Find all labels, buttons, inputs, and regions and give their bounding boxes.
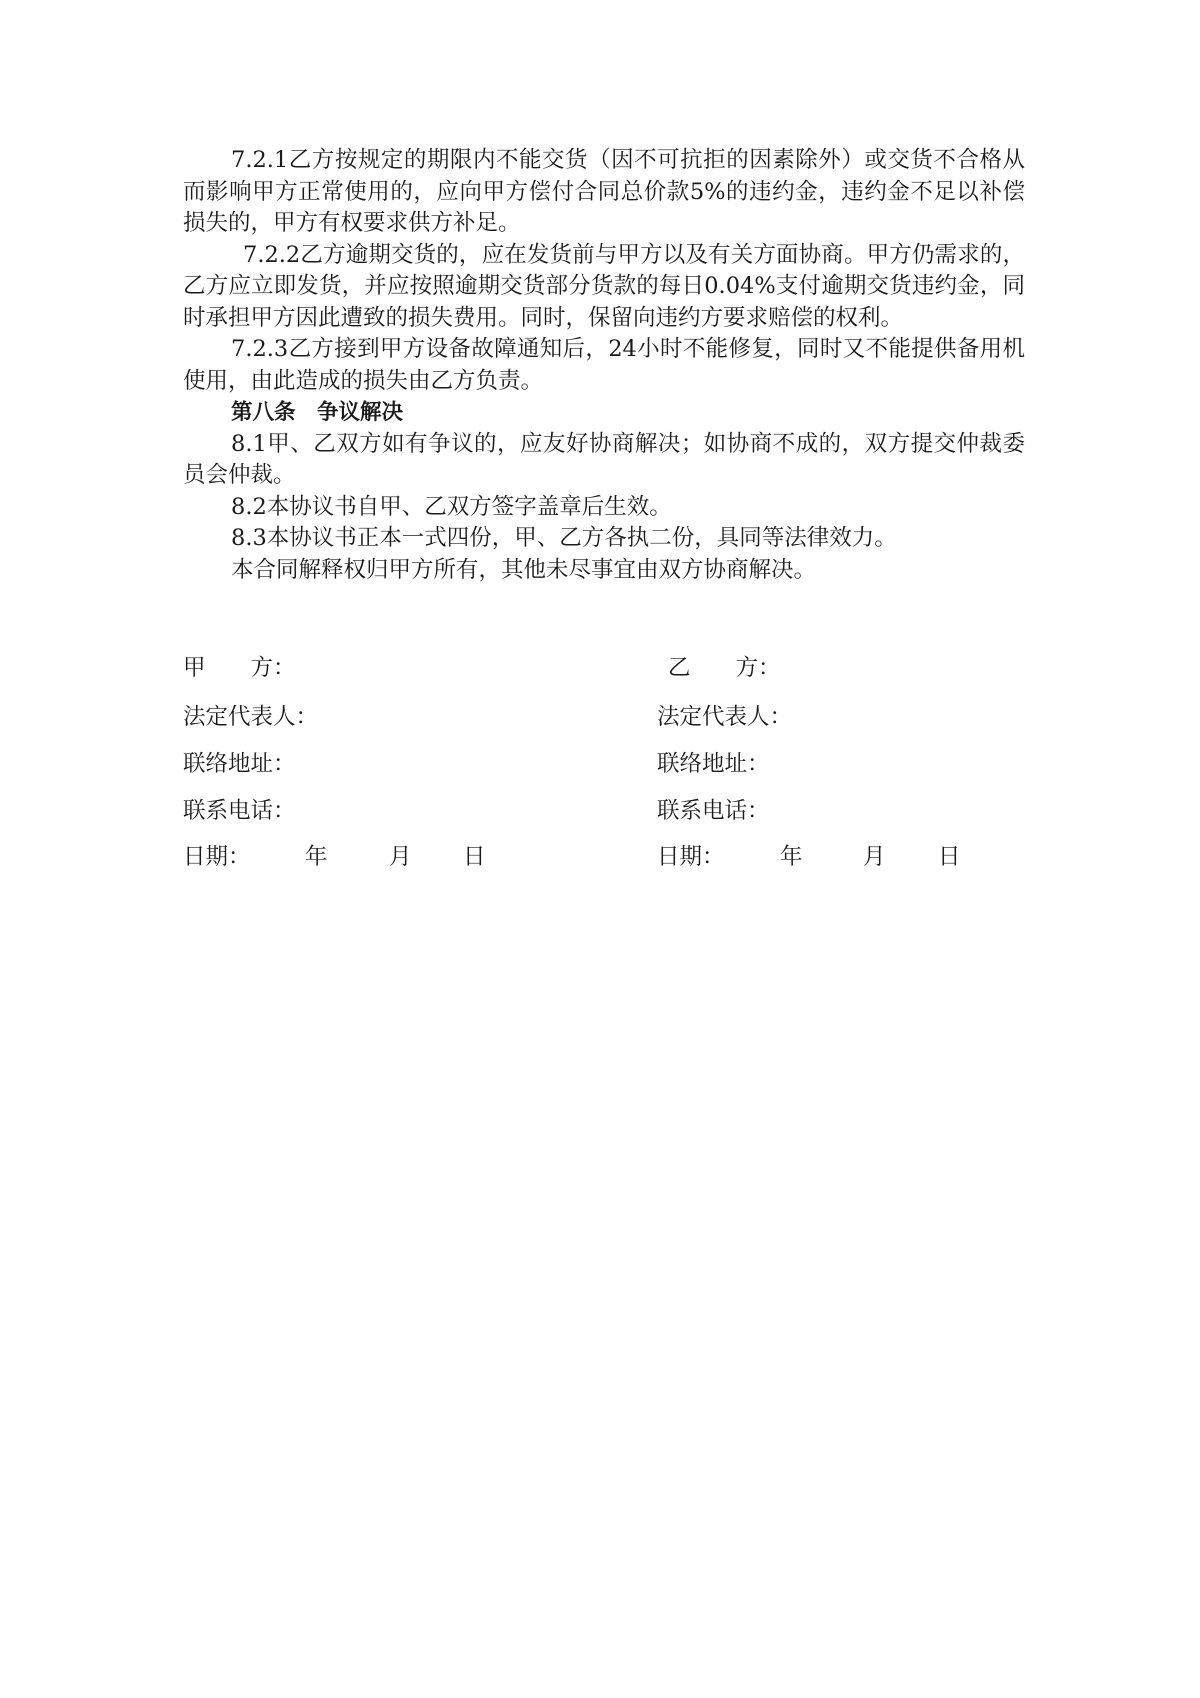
clause-8-2: 8.2本协议书自甲、乙双方签字盖章后生效。 <box>231 493 672 520</box>
party-b-day-label: 日 <box>938 844 961 870</box>
party-a-year-label: 年 <box>305 844 328 870</box>
clause-7-2-3: 7.2.3乙方接到甲方设备故障通知后，24小时不能修复，同时又不能提供备用机使用，由此造成的损失由乙方负责。 <box>183 336 1025 394</box>
party-a-day-label: 日 <box>463 844 486 870</box>
party-a-legal-rep-label: 法定代表人： <box>183 704 319 730</box>
party-b-legal-rep-label: 法定代表人： <box>657 704 793 730</box>
party-b-month-label: 月 <box>863 844 886 870</box>
party-b-year-label: 年 <box>780 844 803 870</box>
party-a-label: 甲 方： <box>183 655 296 681</box>
article-8-heading: 第八条 争议解决 <box>231 400 404 425</box>
party-a-month-label: 月 <box>389 844 412 870</box>
contract-body <box>183 145 1025 586</box>
clause-8-3: 8.3本协议书正本一式四份，甲、乙方各执二份，具同等法律效力。 <box>231 525 897 551</box>
interpretation-clause: 本合同解释权归甲方所有，其他未尽事宜由双方协商解决。 <box>231 556 817 583</box>
party-b-phone-label: 联系电话： <box>657 798 770 824</box>
party-a-date-label: 日期： <box>183 844 251 870</box>
party-b-label: 乙 方： <box>668 655 781 681</box>
clause-8-1: 8.1甲、乙双方如有争议的，应友好协商解决；如协商不成的，双方提交仲裁委员会仲裁。 <box>183 430 1025 488</box>
party-a-phone-label: 联系电话： <box>183 798 296 824</box>
clause-7-2-1: 7.2.1乙方按规定的期限内不能交货（因不可抗拒的因素除外）或交货不合格从而影响甲方正常使用的，应向甲方偿付合同总价款5%的违约金，违约金不足以补偿损失的，甲方有权要求供方补足。 <box>183 147 1025 236</box>
clause-7-2-2: 7.2.2乙方逾期交货的，应在发货前与甲方以及有关方面协商。甲方仍需求的，乙方应立即发货，并应按照逾期交货部分货款的每日0.04%支付逾期交货违约金，同时承担甲方因此遭致的损失费用。同时，保留向违约方要求赔偿的权利。 <box>183 241 1025 331</box>
party-a-address-label: 联络地址： <box>183 751 296 777</box>
party-b-date-label: 日期： <box>657 844 725 870</box>
party-b-address-label: 联络地址： <box>657 751 770 777</box>
